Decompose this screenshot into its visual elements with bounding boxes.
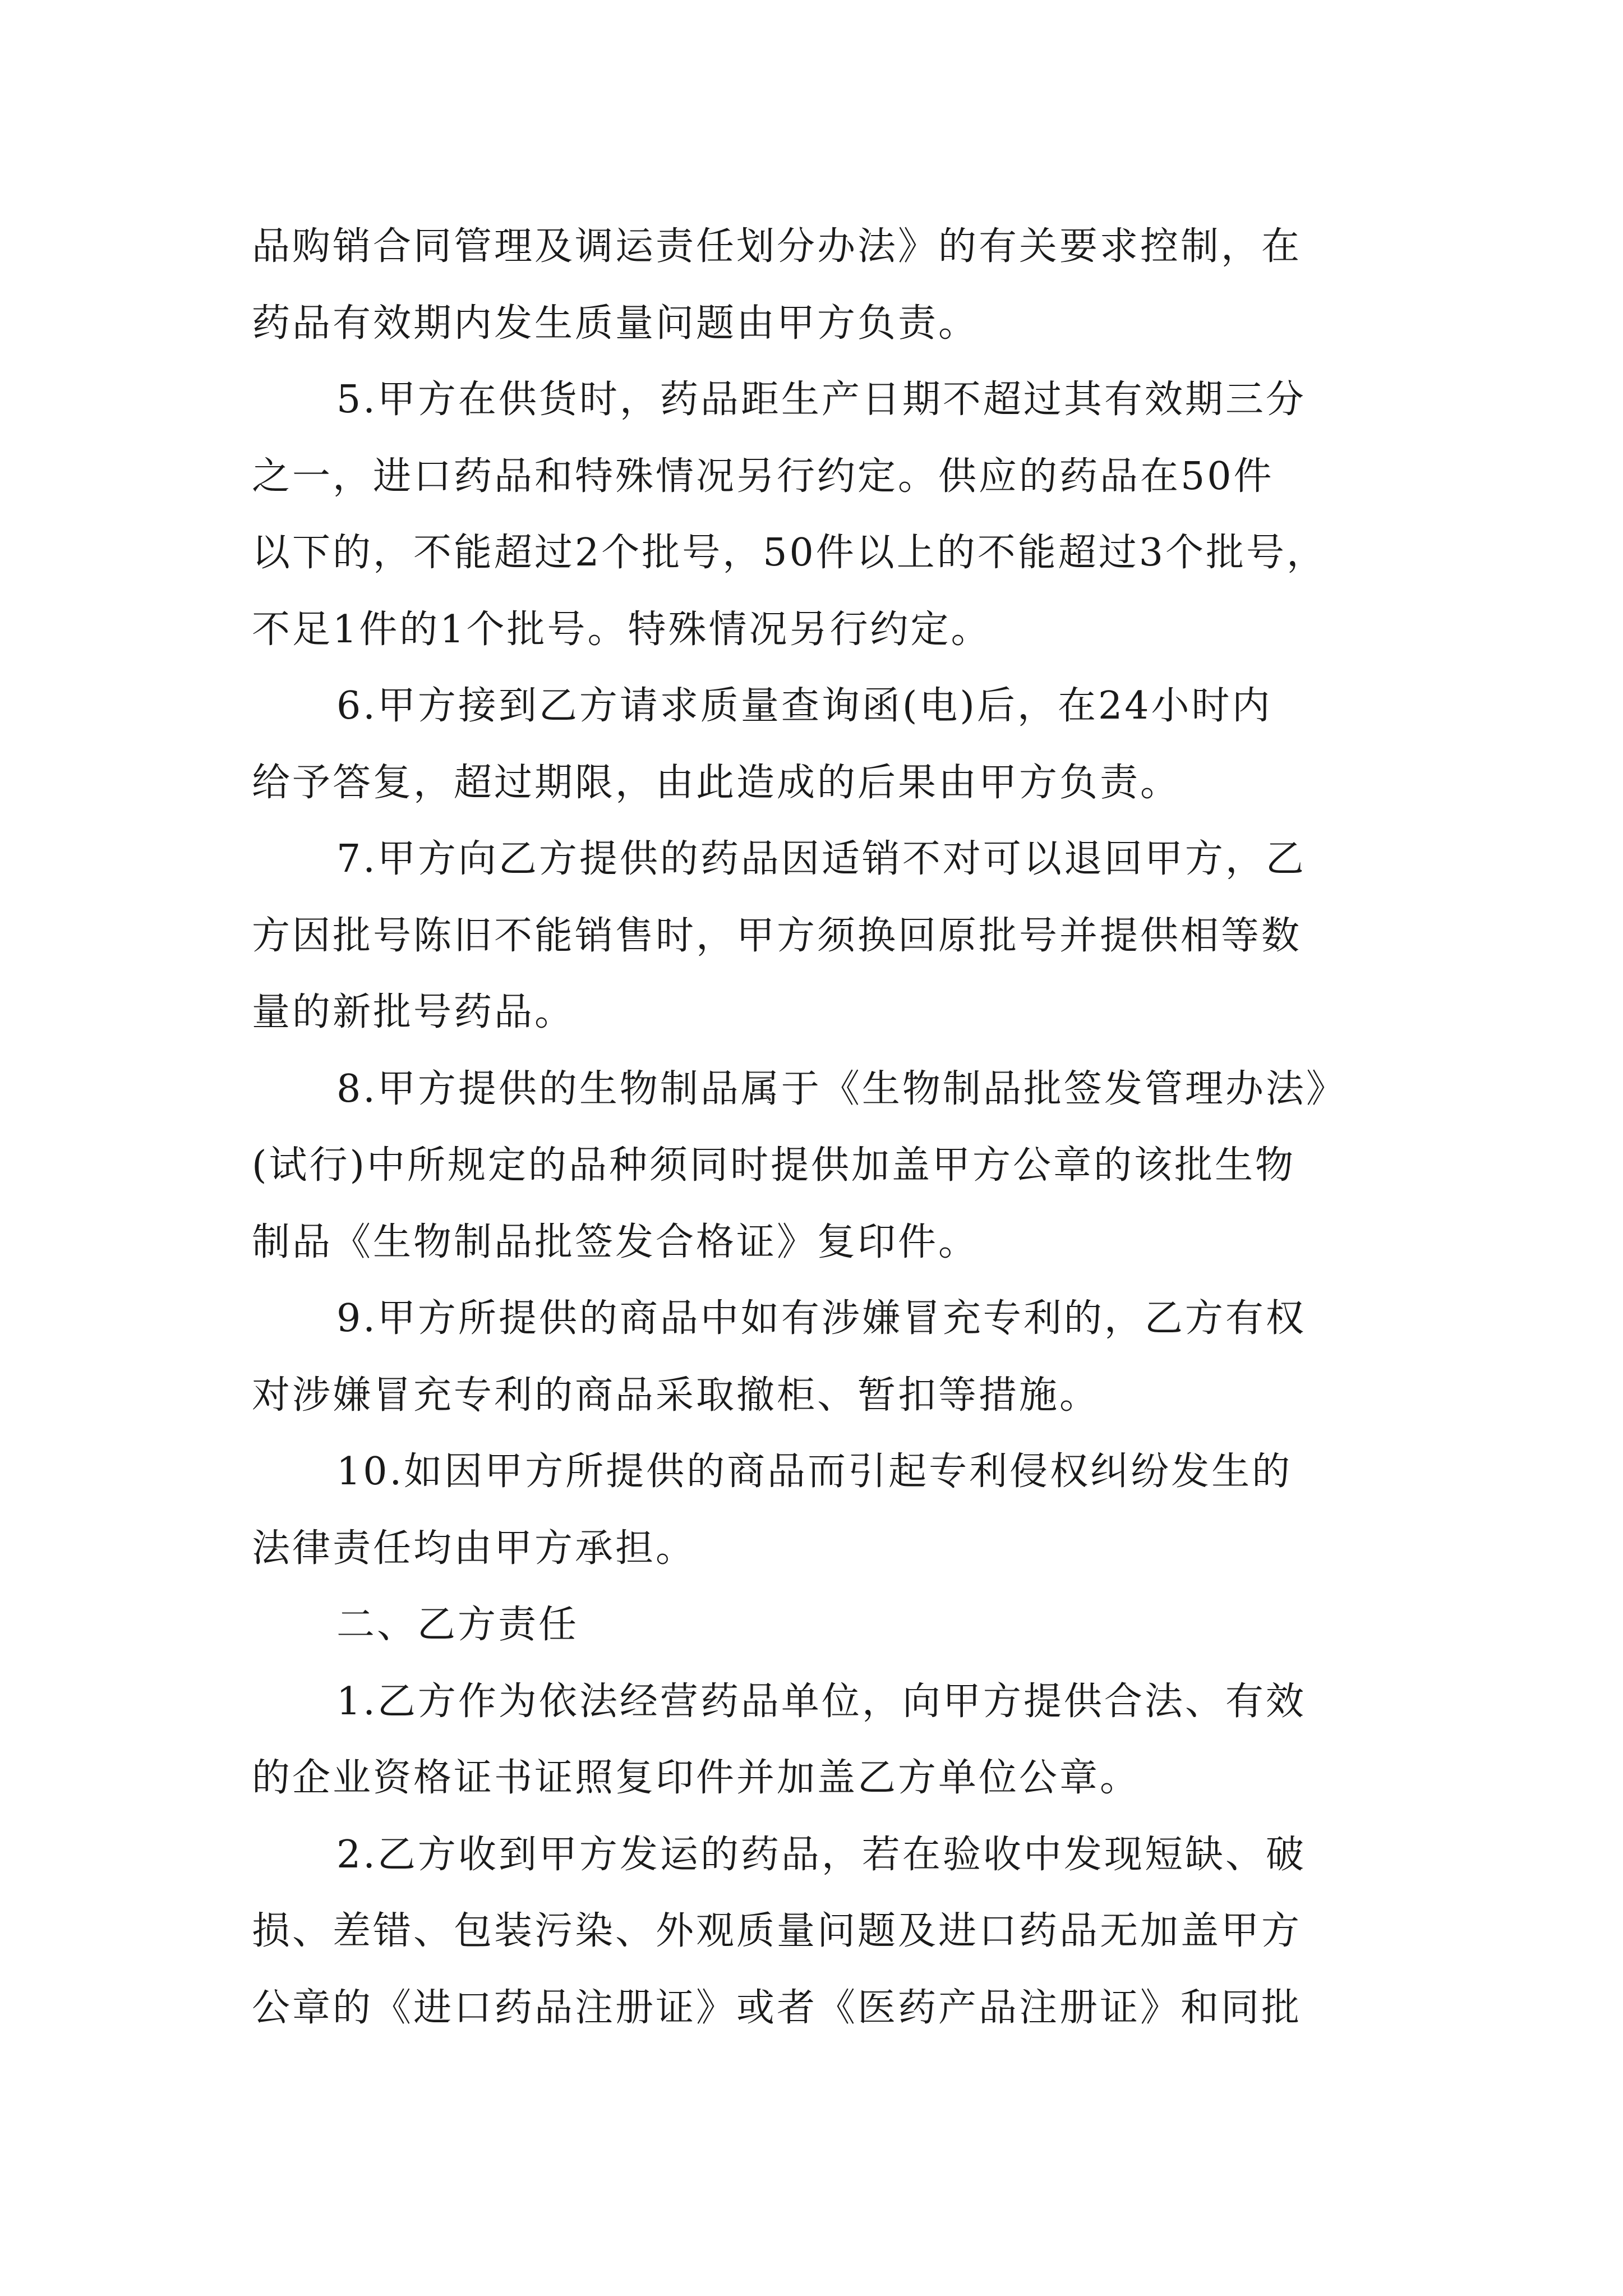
text-line: 10.如因甲方所提供的商品而引起专利侵权纠纷发生的 (336, 1450, 1293, 1494)
text-line: 1.乙方作为依法经营药品单位，向甲方提供合法、有效 (336, 1679, 1306, 1724)
paragraph-b-item-1 (252, 1664, 1385, 1817)
paragraph-continuation (252, 209, 1385, 362)
text-line: 以下的，不能超过2个批号，50件以上的不能超过3个批号， (252, 531, 1327, 575)
paragraph-item-10 (252, 1434, 1385, 1587)
text-line: 6.甲方接到乙方请求质量查询函(电)后，在24小时内 (336, 684, 1272, 728)
text-line: 8.甲方提供的生物制品属于《生物制品批签发管理办法》 (336, 1066, 1347, 1111)
text-line: 9.甲方所提供的商品中如有涉嫌冒充专利的，乙方有权 (336, 1296, 1306, 1341)
text-line: 的企业资格证书证照复印件并加盖乙方单位公章。 (252, 1756, 1141, 1800)
paragraph-item-5 (252, 362, 1385, 668)
text-line: 二、乙方责任 (336, 1603, 579, 1647)
text-line: 量的新批号药品。 (252, 990, 575, 1034)
text-line: 2.乙方收到甲方发运的药品，若在验收中发现短缺、破 (336, 1832, 1306, 1877)
text-line: 法律责任均由甲方承担。 (252, 1526, 697, 1571)
text-line: 之一，进口药品和特殊情况另行约定。供应的药品在50件 (252, 454, 1274, 499)
text-line: 药品有效期内发生质量问题由甲方负责。 (252, 301, 979, 346)
paragraph-item-9 (252, 1281, 1385, 1434)
document-body (252, 209, 1385, 2046)
paragraph-item-6 (252, 668, 1385, 821)
text-line: 品购销合同管理及调运责任划分办法》的有关要求控制，在 (252, 224, 1302, 269)
text-line: 公章的《进口药品注册证》或者《医药产品注册证》和同批 (252, 1985, 1302, 2030)
text-line: 损、差错、包装污染、外观质量问题及进口药品无加盖甲方 (252, 1909, 1302, 1953)
text-line: 7.甲方向乙方提供的药品因适销不对可以退回甲方，乙 (336, 837, 1306, 881)
text-line: 5.甲方在供货时，药品距生产日期不超过其有效期三分 (336, 378, 1306, 422)
text-line: 制品《生物制品批签发合格证》复印件。 (252, 1220, 979, 1264)
text-line: 不足1件的1个批号。特殊情况另行约定。 (252, 607, 992, 652)
text-line: 方因批号陈旧不能销售时，甲方须换回原批号并提供相等数 (252, 913, 1302, 958)
paragraph-item-7 (252, 821, 1385, 1051)
text-line: 对涉嫌冒充专利的商品采取撤柜、暂扣等措施。 (252, 1373, 1100, 1418)
paragraph-item-8 (252, 1051, 1385, 1281)
text-line: (试行)中所规定的品种须同时提供加盖甲方公章的该批生物 (252, 1143, 1296, 1188)
paragraph-b-item-2 (252, 1817, 1385, 2047)
text-line: 给予答复，超过期限，由此造成的后果由甲方负责。 (252, 760, 1181, 805)
section-heading (252, 1587, 1385, 1664)
